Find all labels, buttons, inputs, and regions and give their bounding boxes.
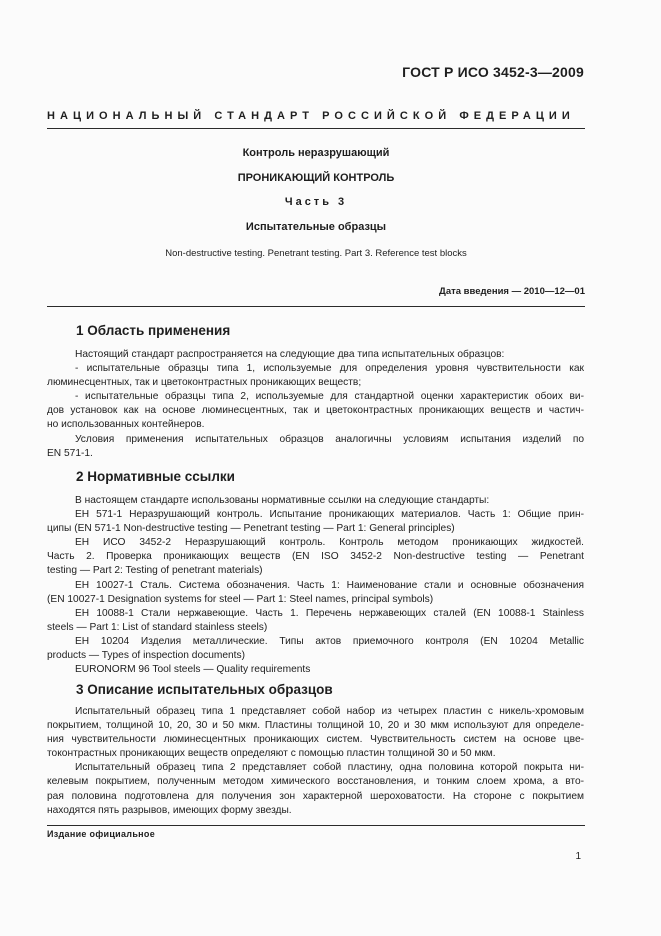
paragraph-line: ципы (EN 571-1 Non-destructive testing — Penetrant testing — Part 1: General principles) <box>47 523 455 535</box>
paragraph-line: testing — Part 2: Testing of penetrant materials) <box>47 565 263 577</box>
paragraph-line: находятся пять разрывов, имеющих форму звезды. <box>47 804 292 816</box>
paragraph-line: ЕН 10204 Изделия металлические. Типы актов приемочного контроля (EN 10204 Metallic <box>75 635 584 647</box>
paragraph-line: Часть 2. Проверка проникающих веществ (EN ISO 3452-2 Non-destructive testing — Penetrant <box>47 551 584 563</box>
title-line-4: Испытательные образцы <box>245 221 387 233</box>
paragraph-line: Условия применения испытательных образцов аналогичны условиям испытания изделий по <box>75 433 584 445</box>
gost-number: ГОСТ Р ИСО 3452-3—2009 <box>402 64 584 80</box>
section-1-title: 1 Область применения <box>76 323 231 338</box>
title-line-1: Контроль неразрушающий <box>242 147 390 159</box>
paragraph-line: ния чувствительности люминесцентных проникающих систем. Чувствительность систем на основе цве- <box>47 734 584 746</box>
paragraph-line: В настоящем стандарте использованы нормативные ссылки на следующие стандарты: <box>75 495 490 506</box>
paragraph-line: - испытательные образцы типа 1, используемые для определения уровня чувствительности как <box>75 363 584 375</box>
page-number: 1 <box>575 851 581 862</box>
section-2-title: 2 Нормативные ссылки <box>76 469 235 484</box>
paragraph-line: EURONORM 96 Tool steels — Quality requirements <box>75 664 311 676</box>
paragraph-line: покрытием, толщиной 10, 20, 30 и 50 мкм. Пластины толщиной 10, 20 и 30 мкм используют для определе- <box>47 720 584 732</box>
paragraph-line: рая половина подготовлена для получения зон характерной шероховатости. На стороне с покрытием <box>47 790 584 802</box>
paragraph-line: EN 571-1. <box>47 447 93 459</box>
footer-divider <box>47 825 585 826</box>
paragraph-line: (EN 10027-1 Designation systems for steel — Part 1: Steel names, principal symbols) <box>47 593 434 605</box>
paragraph-line: но использованных контейнеров. <box>47 419 205 431</box>
title-english: Non-destructive testing. Penetrant testing. Part 3. Reference test blocks <box>165 248 467 259</box>
section-1-body <box>47 348 584 461</box>
paragraph-line: ЕН 571-1 Неразрушающий контроль. Испытание проникающих материалов. Часть 1: Общие прин- <box>75 509 584 521</box>
section-3-body <box>47 705 584 818</box>
title-part: Часть 3 <box>284 196 348 208</box>
paragraph-line: ЕН 10088-1 Стали нержавеющие. Часть 1. Перечень нержавеющих сталей (EN 10088-1 Stainless <box>75 607 584 619</box>
intro-date: Дата введения — 2010—12—01 <box>439 286 585 297</box>
paragraph-line: люминесцентных, так и цветоконтрастных проникающих веществ; <box>47 377 362 389</box>
paragraph-line: Испытательный образец типа 1 представляет собой набор из четырех пластин с никель-хромовым <box>75 706 584 717</box>
date-divider <box>47 306 585 307</box>
paragraph-line: Испытательный образец типа 2 представляет собой пластину, одна половина которой покрыта ни- <box>75 762 584 774</box>
paragraph-line: дов установок как на основе люминесцентных, так и цветоконтрастных проникающих веществ и частич- <box>47 405 584 417</box>
paragraph-line: products — Types of inspection documents) <box>47 650 246 662</box>
title-line-2: ПРОНИКАЮЩИЙ КОНТРОЛЬ <box>237 172 395 184</box>
paragraph-line: ЕН ИСО 3452-2 Неразрушающий контроль. Контроль методом проникающих жидкостей. <box>75 537 584 549</box>
paragraph-line: - испытательные образцы типа 2, используемые для стандартной оценки характеристик обоих ви- <box>75 391 584 403</box>
edition-note: Издание официальное <box>47 829 156 839</box>
header-divider <box>47 128 585 129</box>
paragraph-line: ЕН 10027-1 Сталь. Система обозначения. Часть 1: Наименование стали и основные обозначения <box>75 579 584 591</box>
paragraph-line: келевым покрытием, полученным методом химического восстановления, и тонким слоем хрома, а вто- <box>47 776 584 788</box>
paragraph-line: Настоящий стандарт распространяется на следующие два типа испытательных образцов: <box>75 349 505 360</box>
section-2-body <box>47 494 584 677</box>
paragraph-line: steels — Part 1: List of standard stainless steels) <box>47 621 268 633</box>
paragraph-line: токонтрастных проникающих веществ определяют с помощью пластин толщиной 30 и 50 мкм. <box>47 748 496 760</box>
national-standard-heading: НАЦИОНАЛЬНЫЙ СТАНДАРТ РОССИЙСКОЙ ФЕДЕРАЦИИ <box>47 110 575 122</box>
section-3-title: 3 Описание испытательных образцов <box>76 682 333 697</box>
